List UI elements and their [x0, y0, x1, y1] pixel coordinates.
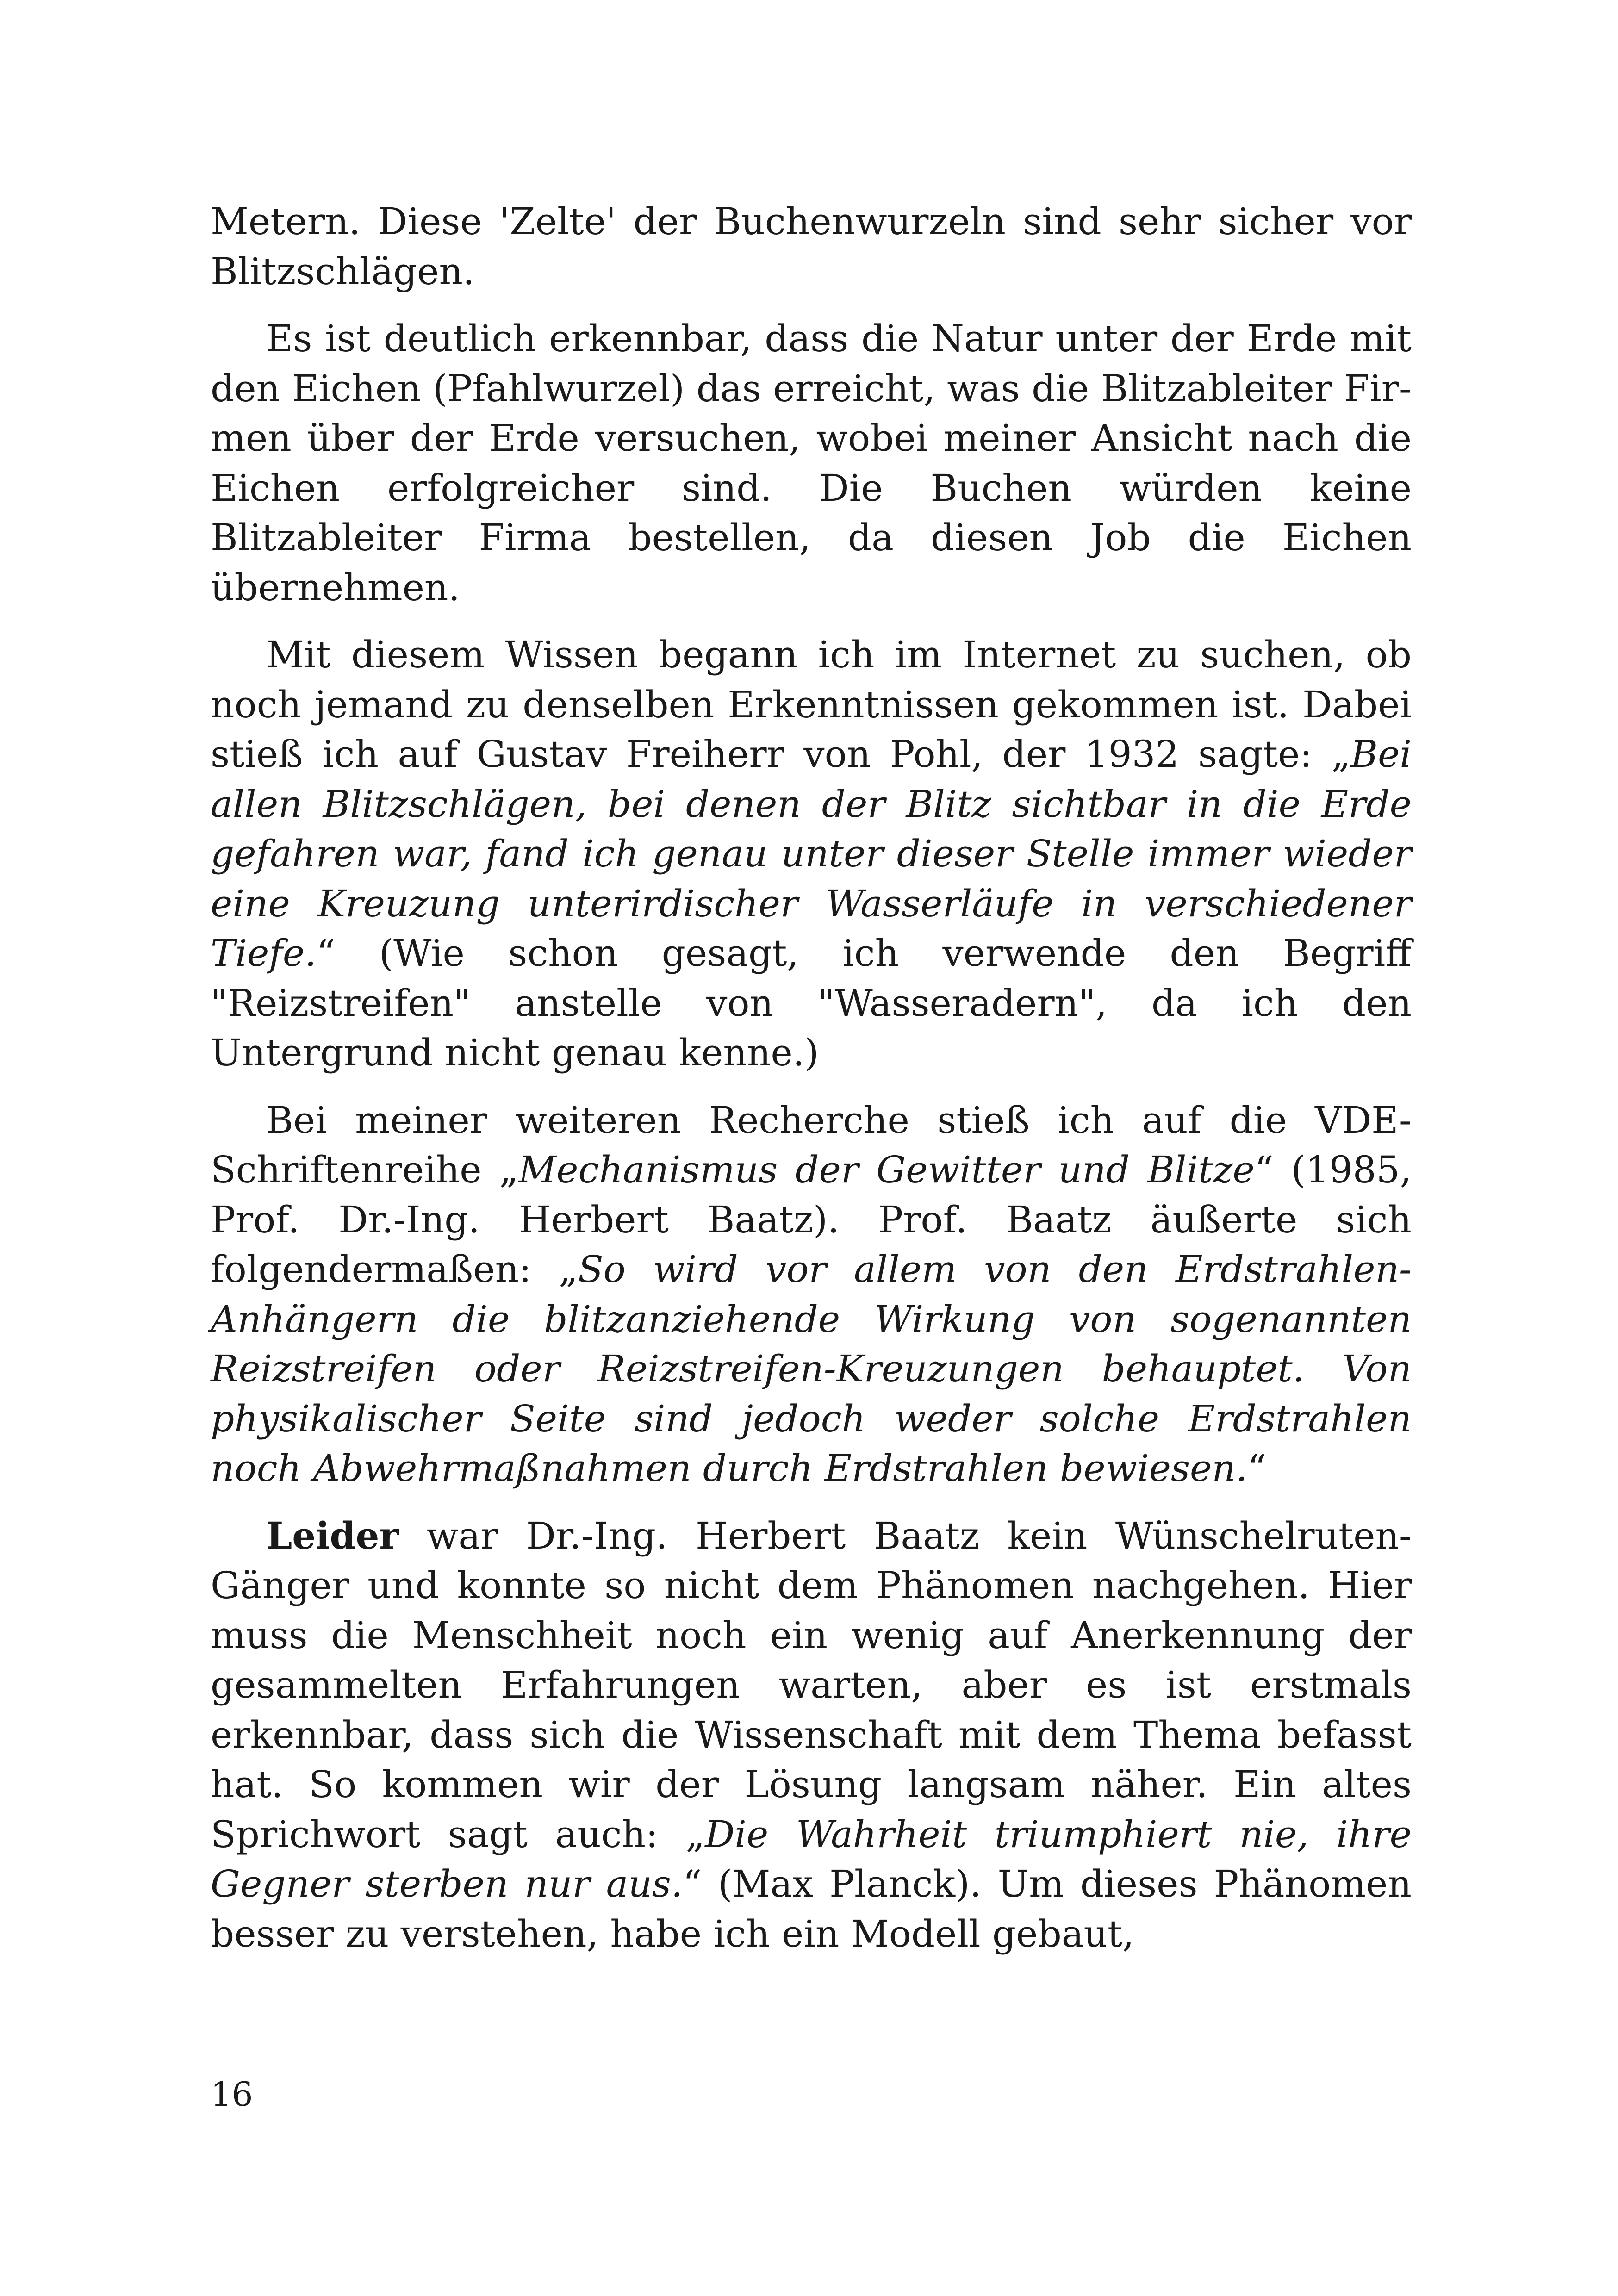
book-title: Mechanismus der Gewitter und Blitze [518, 1148, 1255, 1191]
emphasis-leider: Leider [266, 1513, 399, 1557]
body-text [211, 197, 1412, 1959]
text-run: “ [1247, 1447, 1267, 1490]
text-run: Es ist deutlich erkennbar, dass die Natur unter der Erde mit den Eichen (Pfahlwurzel) das erreicht, was die Blitzableiter Firmen über der Erde versuchen, wobei meiner Ansicht nach die Eichen erfolgreicher sind. Die Buchen würden keine Blitzableiter Firma bestellen, da diesen Job die Eichen übernehmen. [211, 317, 1412, 609]
text-run: Bei meiner weiteren Recherche stieß ich auf die VDE-Schriftenreihe „ [211, 1098, 1412, 1191]
text-run: “ (1985, Prof. Dr.-Ing. Herbert Baatz). Prof. Baatz äußerte sich folgendermaßen: „ [211, 1148, 1412, 1291]
text-run: “ (Max Planck). Um dieses Phänomen besser zu verstehen, habe ich ein Modell gebaut, [211, 1862, 1412, 1955]
quote-baatz: So wird vor allem von den Erdstrahlen-Anhängern die blitzanziehende Wirkung von sogenannten Reizstreifen oder Reizstreifen-Kreuzungen behauptet. Von physikalischer Seite sind jedoch weder solche Erdstrahlen noch Abwehrmaßnahmen durch Erdstrahlen bewiesen. [211, 1248, 1412, 1490]
text-run: Mit diesem Wissen begann ich im Internet zu suchen, ob noch jemand zu denselben Erkenntnissen gekommen ist. Dabei stieß ich auf Gustav Freiherr von Pohl, der 1932 sagte: „ [211, 633, 1412, 776]
quote-pohl: Bei allen Blitzschlägen, bei denen der Blitz sichtbar in die Erde gefahren war, fand ich genau unter dieser Stelle immer wieder eine Kreuzung unterirdischer Wasserläufe in verschiedener Tiefe. [211, 733, 1412, 975]
paragraph-1 [211, 197, 1412, 296]
paragraph-3 [211, 630, 1412, 1078]
text-run: “ (Wie schon gesagt, ich verwende den Begriff "Reizstreifen" anstelle von "Wasseradern", da ich den Untergrund nicht genau kenne.) [211, 932, 1412, 1074]
paragraph-2 [211, 314, 1412, 612]
paragraph-4 [211, 1095, 1412, 1493]
page-number: 16 [211, 2075, 253, 2114]
text-run: Metern. Diese 'Zelte' der Buchenwurzeln sind sehr sicher vor Blitzschlägen. [211, 200, 1412, 293]
text-run: war Dr.-Ing. Herbert Baatz kein Wünschelruten- Gänger und konnte so nicht dem Phänomen nachgehen. Hier muss die Menschheit noch ein wenig auf Anerkennung der gesammelten Erfahrungen warten, aber es ist erstmals erkennbar, dass sich die Wissenschaft mit dem Thema befasst hat. So kommen wir der Lösung langsam näher. Ein altes Sprichwort sagt auch: „ [211, 1514, 1412, 1856]
quote-planck: Die Wahrheit triumphiert nie, ihre Gegner sterben nur aus. [211, 1812, 1412, 1905]
paragraph-5 [211, 1511, 1412, 1959]
